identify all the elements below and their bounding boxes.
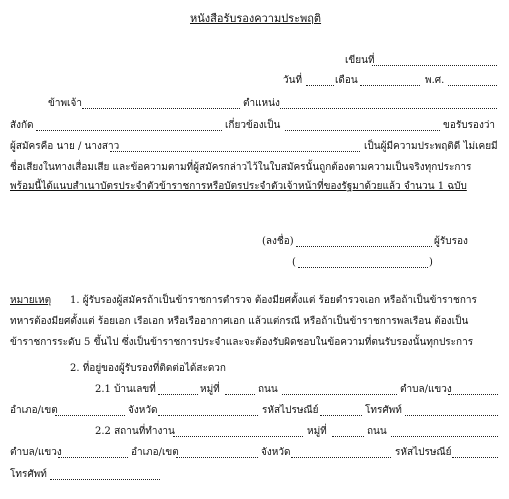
- phone-label-2: โทรศัพท์: [10, 469, 47, 480]
- page-title: หนังสือรับรองความประพฤติ: [190, 12, 322, 25]
- moo-field[interactable]: [225, 394, 255, 395]
- road-label: ถนน: [258, 384, 278, 395]
- name-field[interactable]: [82, 108, 240, 109]
- paren-open: (: [292, 257, 296, 268]
- notes-heading: หมายเหตุ: [10, 295, 52, 306]
- province-label: จังหวัด: [128, 405, 158, 416]
- month-label: เดือน: [335, 75, 358, 86]
- paragraph-line: ชื่อเสียงในทางเสื่อมเสีย และข้อความตามที่ผู้สมัครกล่าวไว้ในใบสมัครนั้นถูกต้องตามความเป็นจริงทุกประการ: [10, 162, 472, 173]
- paren-close: ): [429, 257, 433, 268]
- postal-field-2[interactable]: [452, 457, 498, 458]
- year-field[interactable]: [448, 85, 497, 86]
- date-field[interactable]: [306, 85, 334, 86]
- district-field[interactable]: [55, 415, 125, 416]
- road-field-2[interactable]: [391, 436, 498, 437]
- road-field[interactable]: [282, 394, 397, 395]
- note1-line1: 1. ผู้รับรองผู้สมัครถ้าเป็นข้าราชการตำรวจ ต้องมียศตั้งแต่ ร้อยตำรวจเอก หรือถ้าเป็นข้าราชการ: [70, 295, 477, 306]
- province-field[interactable]: [158, 415, 258, 416]
- district-field-2[interactable]: [176, 457, 258, 458]
- postal-field[interactable]: [320, 415, 362, 416]
- subdistrict-label-2: ตำบล/แขวง: [10, 447, 62, 458]
- province-field-2[interactable]: [291, 457, 391, 458]
- subdistrict-field-2[interactable]: [58, 457, 128, 458]
- moo-label: หมู่ที่: [200, 384, 220, 395]
- note2: 2. ที่อยู่ของผู้รับรองที่ติดต่อได้สะดวก: [70, 363, 226, 374]
- relation-field[interactable]: [285, 130, 440, 131]
- note1-line2: ทหารต้องมียศตั้งแต่ ร้อยเอก เรือเอก หรือเรืออากาศเอก แล้วแต่กรณี หรือถ้าเป็นข้าราชการพลเรือน ต้องเป็น: [10, 316, 469, 327]
- month-field[interactable]: [360, 85, 420, 86]
- moo-label-2: หมู่ที่: [307, 426, 327, 437]
- note1-line3: ข้าราชการระดับ 5 ขึ้นไป ซึ่งเป็นข้าราชการประจำและจะต้องรับผิดชอบในข้อความที่ตนรับรองนั้นทุกประการ: [10, 337, 474, 348]
- sign-label: (ลงชื่อ): [262, 236, 294, 247]
- phone-field-2[interactable]: [50, 479, 160, 480]
- written-at-field[interactable]: [372, 65, 497, 66]
- house-no-field[interactable]: [158, 394, 198, 395]
- moo-field-2[interactable]: [332, 436, 364, 437]
- relation-label: เกี่ยวข้องเป็น: [225, 120, 281, 131]
- workplace-field[interactable]: [173, 436, 303, 437]
- position-label: ตำแหน่ง: [243, 98, 280, 109]
- postal-label-2: รหัสไปรษณีย์: [395, 447, 452, 458]
- subdistrict-field[interactable]: [448, 394, 498, 395]
- subdistrict-label: ตำบล/แขวง: [400, 384, 452, 395]
- position-field[interactable]: [280, 108, 497, 109]
- attachment-line: พร้อมนี้ได้แนบสำเนาบัตรประจำตัวข้าราชการหรือบัตรประจำตัวเจ้าหน้าที่ของรัฐมาด้วยแล้ว จำนวน 1 ฉบับ: [10, 181, 467, 192]
- affiliation-label: สังกัด: [10, 120, 34, 131]
- certify-label: ขอรับรองว่า: [443, 120, 496, 131]
- good-conduct-text: เป็นผู้มีความประพฤติดี ไม่เคยมี: [364, 141, 498, 152]
- phone-label: โทรศัพท์: [365, 405, 402, 416]
- applicant-name-field[interactable]: [110, 151, 360, 152]
- phone-field[interactable]: [405, 415, 498, 416]
- district-label-2: อำเภอ/เขต: [131, 447, 179, 458]
- road-label-2: ถนน: [367, 426, 387, 437]
- affiliation-field[interactable]: [36, 130, 222, 131]
- signature-field[interactable]: [296, 246, 432, 247]
- i-label: ข้าพเจ้า: [48, 98, 82, 109]
- house-no-label: 2.1 บ้านเลขที่: [95, 384, 156, 395]
- province-label-2: จังหวัด: [261, 447, 291, 458]
- year-label: พ.ศ.: [425, 75, 445, 86]
- date-label: วันที่: [283, 75, 303, 86]
- district-label: อำเภอ/เขต: [10, 405, 58, 416]
- certifier-label: ผู้รับรอง: [434, 236, 468, 247]
- printed-name-field[interactable]: [298, 267, 428, 268]
- written-at-label: เขียนที่: [345, 55, 375, 66]
- workplace-label: 2.2 สถานที่ทำงาน: [95, 426, 175, 437]
- postal-label: รหัสไปรษณีย์: [262, 405, 319, 416]
- applicant-label: ผู้สมัครคือ นาย / นางสาว: [10, 141, 120, 152]
